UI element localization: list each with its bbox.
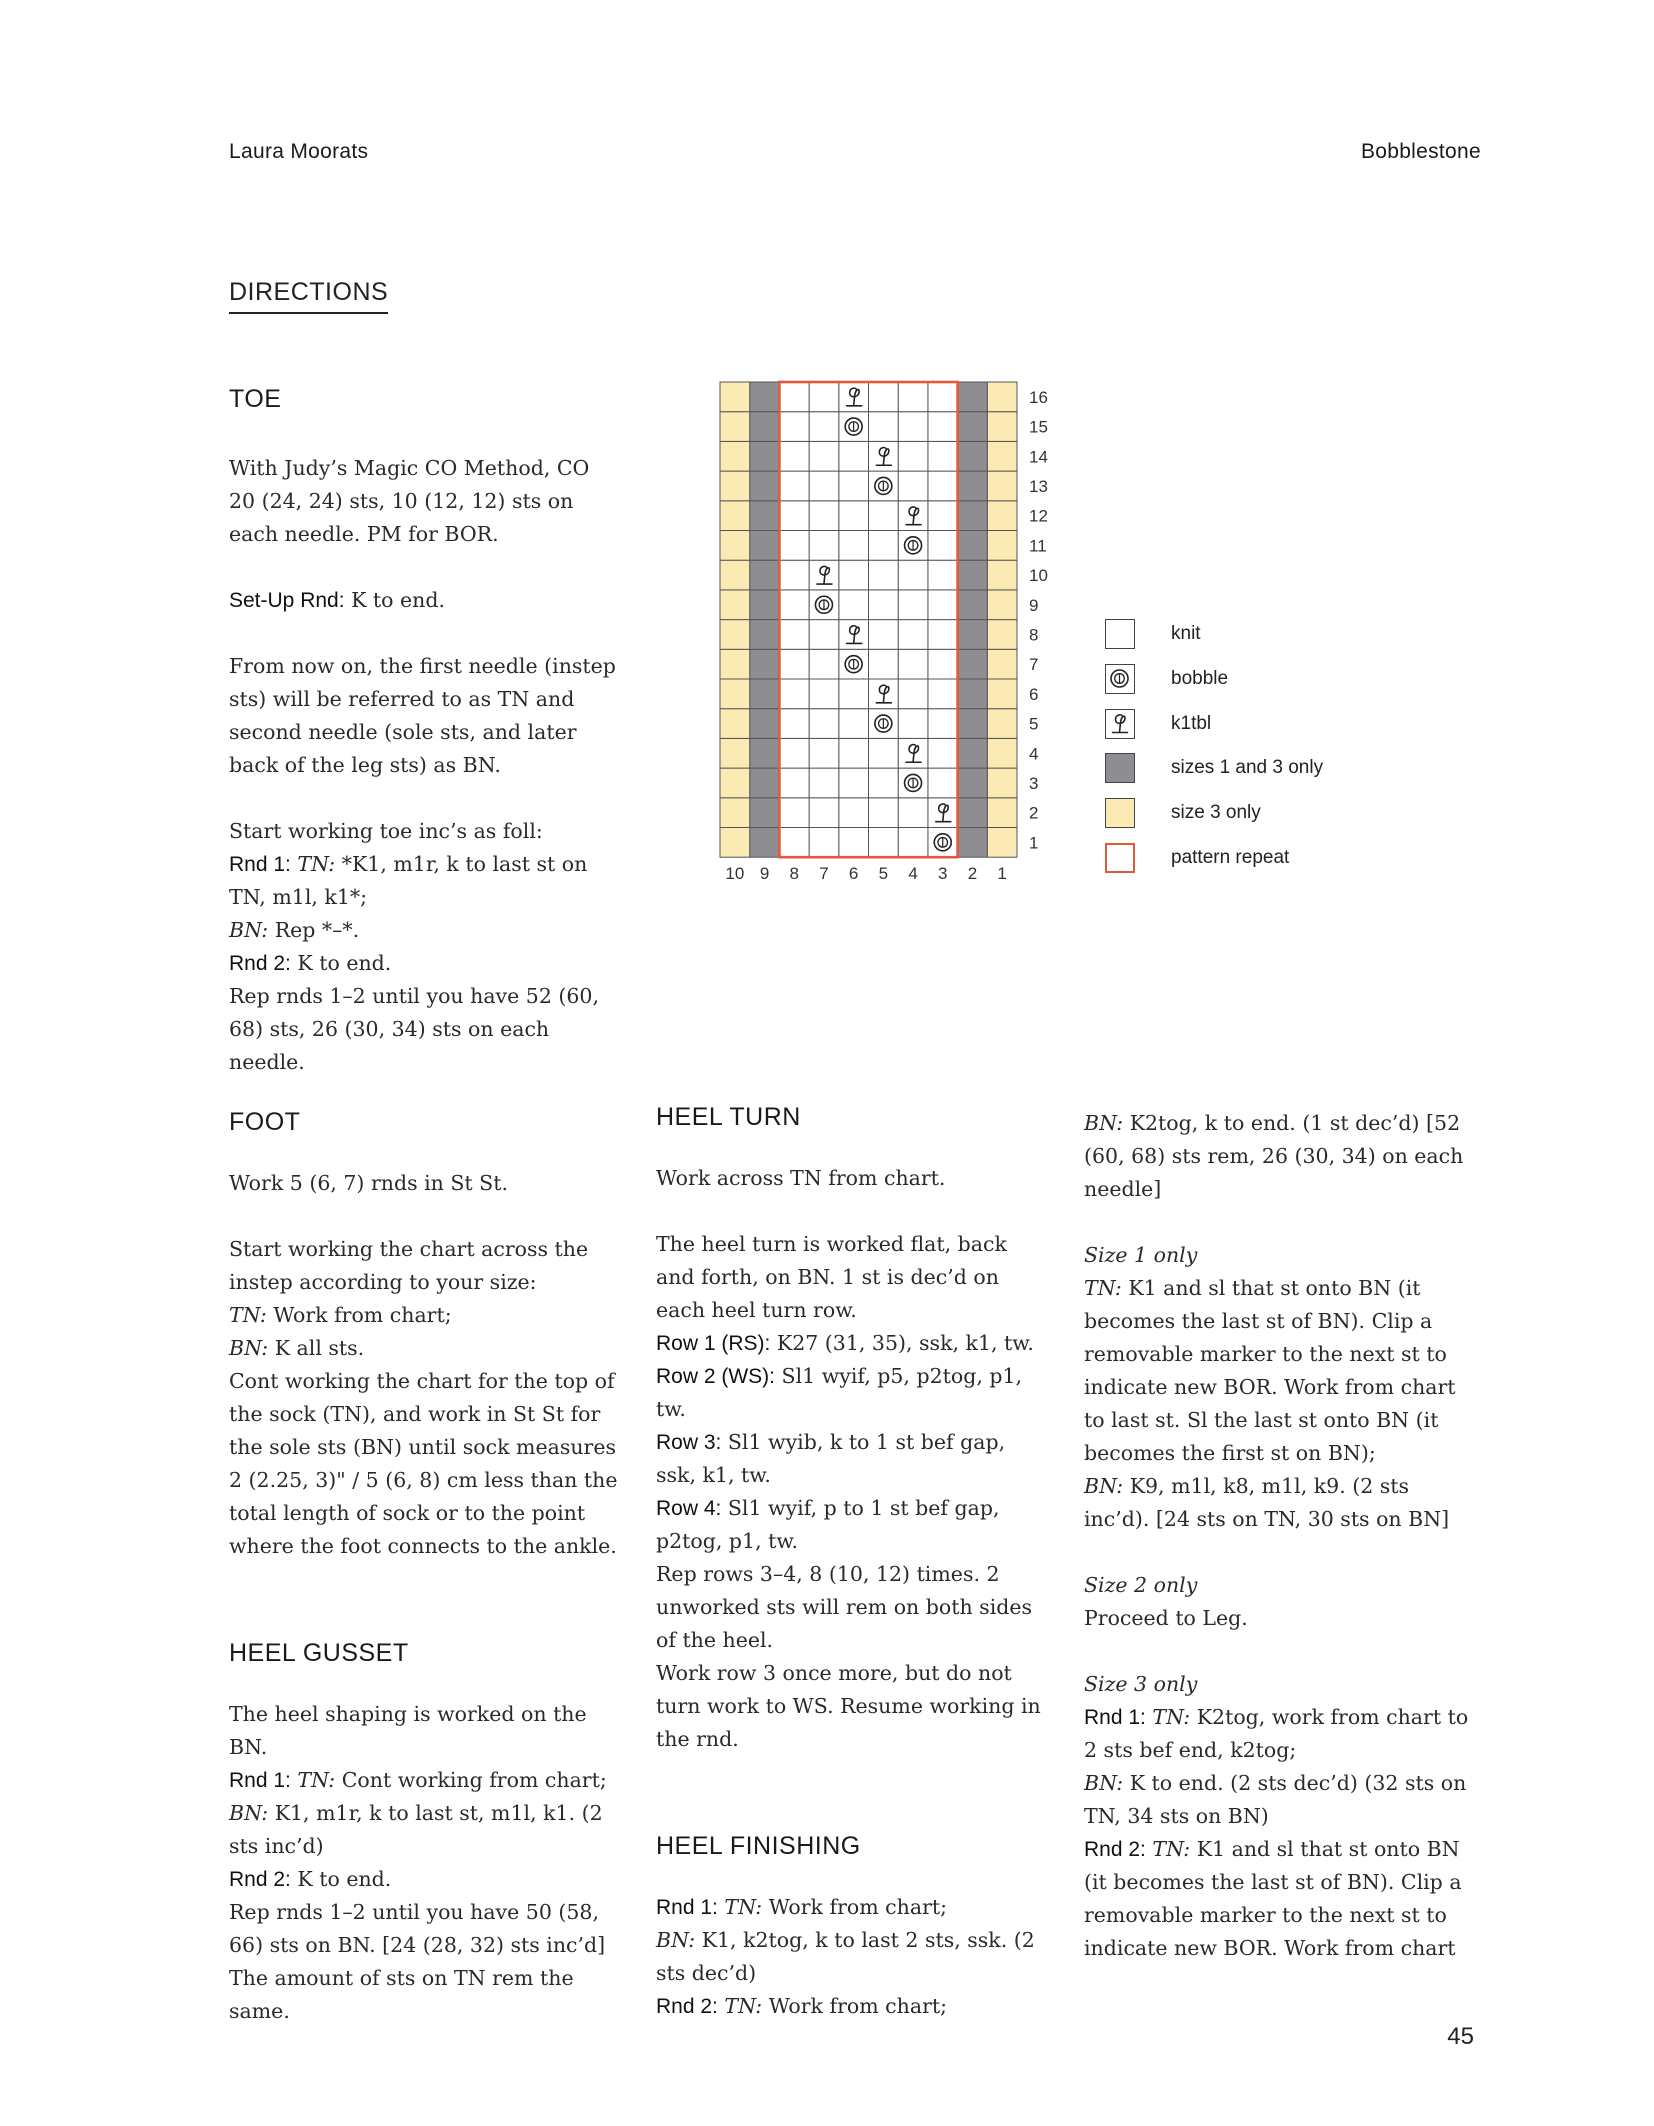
column-number-label: 3 (938, 864, 948, 884)
chart-cell (869, 828, 899, 858)
heel-finishing-heading: HEEL FINISHING (656, 1832, 861, 1860)
gusset-bn-text: K1, m1r, k to last st, m1l, k1. (2 sts inc’d) (229, 1801, 603, 1858)
chart-cell (779, 798, 809, 828)
tn-label: TN: (229, 1303, 267, 1327)
chart-cell (720, 709, 750, 739)
finishing-bn-text: K1, k2tog, k to last 2 sts, ssk. (2 sts dec’d) (656, 1928, 1035, 1985)
rnd1-label: Rnd 1: (229, 1769, 291, 1792)
finishing-rnd1-text: Work from chart; (762, 1895, 948, 1919)
k1tbl-swatch-icon (1105, 709, 1135, 739)
chart-cell (779, 382, 809, 412)
chart-cell (750, 828, 780, 858)
toe-section (229, 385, 621, 1079)
rnd2-label: Rnd 2: (229, 1868, 291, 1891)
column-number-label: 2 (967, 864, 978, 884)
chart-cell (958, 382, 988, 412)
row2-label: Row 2 (WS): (656, 1365, 776, 1388)
rnd2-label: Rnd 2: (656, 1995, 718, 2018)
rnd2-label: Rnd 2: (229, 952, 291, 975)
tn-label: TN: (1152, 1837, 1191, 1861)
size3-heading: Size 3 only (1084, 1672, 1198, 1696)
chart-cell (898, 828, 928, 858)
chart-cell (869, 649, 899, 679)
chart-cell (779, 768, 809, 798)
foot-section (229, 1108, 621, 2028)
chart-cell (839, 679, 869, 709)
chart-cell (720, 441, 750, 471)
size1-tn-text: K1 and sl that st onto BN (it becomes the last st of BN). Clip a removable marker to the next st to indicate new BOR. Work from chart to last st. Sl the last st onto BN (it becomes the first st on BN); (1084, 1276, 1456, 1465)
page-number: 45 (1447, 2023, 1474, 2050)
chart-cell (869, 590, 899, 620)
column-number-label: 5 (878, 864, 889, 884)
legend-item-k1tbl (1105, 707, 1212, 741)
size1-tn (1084, 1272, 1476, 1470)
legend-label: sizes 1 and 3 only (1171, 757, 1324, 779)
column-number-label: 6 (848, 864, 859, 884)
row-number-label: 8 (1029, 625, 1039, 645)
chart-cell (750, 382, 780, 412)
tn-label: TN: (1084, 1276, 1122, 1300)
heel-repeat: Rep rows 3–4, 8 (10, 12) times. 2 unworked sts will rem on both sides of the heel. (656, 1562, 1033, 1652)
chart-cell (898, 412, 928, 442)
chart-cell (720, 738, 750, 768)
chart-cell (958, 441, 988, 471)
toe-setup-round (229, 584, 621, 617)
chart-cell (779, 471, 809, 501)
size3-rnd1-bn-text: K to end. (2 sts dec’d) (32 sts on TN, 34 sts on BN) (1084, 1771, 1467, 1828)
chart-cell (898, 649, 928, 679)
chart-cell (928, 679, 958, 709)
foot-heading: FOOT (229, 1108, 301, 1136)
chart-cell (839, 798, 869, 828)
chart-cell (928, 531, 958, 561)
chart-cell (809, 709, 839, 739)
setup-text: K to end. (344, 588, 445, 612)
chart-cell (839, 471, 869, 501)
chart-cell (750, 709, 780, 739)
chart-cell (928, 471, 958, 501)
column-number-label: 4 (908, 864, 918, 884)
chart-cell (987, 709, 1017, 739)
foot-tn-text: Work from chart; (266, 1303, 452, 1327)
chart-cell (720, 412, 750, 442)
finishing-rnd2 (656, 1990, 1048, 2023)
chart-cell (958, 768, 988, 798)
chart-cell (750, 768, 780, 798)
finishing-bn (656, 1924, 1048, 1990)
stitch-chart (700, 370, 1100, 890)
size1-bn (1084, 1470, 1476, 1536)
column-number-label: 8 (789, 864, 799, 884)
chart-cell (720, 531, 750, 561)
chart-cell (928, 412, 958, 442)
bn-label: BN: (1084, 1771, 1124, 1795)
chart-cell (750, 649, 780, 679)
chart-cell (898, 590, 928, 620)
chart-cell (809, 501, 839, 531)
running-header-title: Bobblestone (1360, 140, 1481, 163)
toe-heading: TOE (229, 385, 282, 413)
chart-cell (779, 560, 809, 590)
size1-bn-text: K9, m1l, k8, m1l, k9. (2 sts inc’d). [24 sts on TN, 30 sts on BN] (1084, 1474, 1450, 1531)
sizes13-swatch-icon (1105, 753, 1135, 783)
size3-rnd1-bn (1084, 1767, 1476, 1833)
tn-label: TN: (724, 1895, 763, 1919)
toe-rnd2 (229, 947, 621, 980)
chart-cell (987, 382, 1017, 412)
chart-cell (809, 531, 839, 561)
row-number-label: 14 (1029, 447, 1048, 467)
row-number-label: 1 (1029, 833, 1039, 853)
running-header-author: Laura Moorats (229, 140, 369, 163)
legend-label: size 3 only (1171, 802, 1261, 824)
chart-cell (987, 501, 1017, 531)
row4-text: Sl1 wyif, p to 1 st bef gap, p2tog, p1, tw. (656, 1496, 1000, 1553)
toe-repeat: Rep rnds 1–2 until you have 52 (60, 68) sts, 26 (30, 34) sts on each needle. (229, 984, 599, 1074)
gusset-intro: The heel shaping is worked on the BN. (229, 1702, 587, 1759)
legend-item-sizes13 (1105, 751, 1324, 785)
gusset-rnd1 (229, 1764, 621, 1797)
heel-row4 (656, 1492, 1048, 1558)
chart-cell (898, 709, 928, 739)
chart-cell (898, 471, 928, 501)
chart-cell (779, 709, 809, 739)
chart-cell (987, 768, 1017, 798)
heel-row2 (656, 1360, 1048, 1426)
finishing-rnd2-text: Work from chart; (762, 1994, 948, 2018)
heel-turn-intro: Work across TN from chart. (656, 1166, 946, 1190)
chart-cell (869, 768, 899, 798)
chart-cell (779, 590, 809, 620)
chart-cell (958, 738, 988, 768)
chart-cell (720, 382, 750, 412)
chart-cell (779, 679, 809, 709)
tn-label: TN: (1152, 1705, 1191, 1729)
chart-cell (779, 620, 809, 650)
chart-cell (898, 441, 928, 471)
foot-bn (229, 1332, 621, 1365)
chart-cell (928, 738, 958, 768)
chart-cell (898, 560, 928, 590)
tn-label: TN: (297, 1768, 336, 1792)
rnd1-text: *K1, m1r, k to last st on TN, m1l, k1*; (229, 852, 588, 909)
chart-cell (750, 620, 780, 650)
row-number-label: 6 (1029, 684, 1039, 704)
chart-cell (987, 679, 1017, 709)
chart-cell (898, 679, 928, 709)
chart-cell (958, 412, 988, 442)
chart-cell (750, 738, 780, 768)
rnd1-label: Rnd 1: (656, 1896, 718, 1919)
foot-chart-intro: Start working the chart across the instep according to your size: (229, 1237, 589, 1294)
chart-cell (958, 590, 988, 620)
chart-cell (809, 679, 839, 709)
bn-label: BN: (1084, 1474, 1124, 1498)
chart-cell (809, 412, 839, 442)
chart-cell (839, 441, 869, 471)
toe-needle-note: From now on, the first needle (instep sts) will be referred to as TN and second needle (sole sts, and later back of the leg sts) as BN. (229, 654, 616, 777)
gusset-bn (229, 1797, 621, 1863)
chart-cell (987, 471, 1017, 501)
row-number-label: 15 (1029, 417, 1048, 437)
row3-text: Sl1 wyib, k to 1 st bef gap, ssk, k1, tw. (656, 1430, 1006, 1487)
chart-cell (987, 738, 1017, 768)
row-number-label: 13 (1029, 476, 1048, 496)
chart-cell (928, 649, 958, 679)
chart-cell (958, 501, 988, 531)
chart-cell (750, 441, 780, 471)
foot-bn-text: K all sts. (268, 1336, 365, 1360)
chart-cell (809, 798, 839, 828)
chart-cell (839, 709, 869, 739)
chart-cell (839, 828, 869, 858)
chart-cell (839, 531, 869, 561)
chart-cell (809, 620, 839, 650)
chart-cell (928, 768, 958, 798)
chart-cell (809, 738, 839, 768)
bobble-swatch-icon (1105, 664, 1135, 694)
bn-label: BN: (229, 1336, 269, 1360)
chart-cell (779, 649, 809, 679)
chart-cell (869, 412, 899, 442)
chart-cell (750, 471, 780, 501)
size3-swatch-icon (1105, 798, 1135, 828)
legend-item-knit (1105, 617, 1201, 651)
heel-row3 (656, 1426, 1048, 1492)
row-number-label: 9 (1029, 595, 1039, 615)
legend-item-repeat (1105, 841, 1290, 875)
bn-label: BN: (229, 1801, 269, 1825)
chart-cell (750, 560, 780, 590)
foot-tn (229, 1299, 621, 1332)
row3-label: Row 3: (656, 1431, 722, 1454)
tn-label: TN: (297, 852, 336, 876)
chart-cell (958, 531, 988, 561)
chart-cell (869, 382, 899, 412)
chart-cell (987, 649, 1017, 679)
size3-rnd1 (1084, 1701, 1476, 1767)
chart-cell (987, 828, 1017, 858)
chart-cell (928, 501, 958, 531)
toe-rnd1 (229, 848, 621, 914)
row-number-label: 16 (1029, 387, 1048, 407)
chart-cell (720, 649, 750, 679)
column-number-label: 7 (819, 864, 829, 884)
column-number-label: 9 (759, 864, 770, 884)
size1-heading: Size 1 only (1084, 1243, 1198, 1267)
chart-cell (779, 531, 809, 561)
legend-item-bobble (1105, 662, 1229, 696)
column-number-label: 1 (997, 864, 1007, 884)
rnd2-text: K to end. (290, 951, 392, 975)
row1-text: K27 (31, 35), ssk, k1, tw. (770, 1331, 1034, 1355)
chart-cell (987, 412, 1017, 442)
chart-cell (809, 382, 839, 412)
gusset-rnd1-text: Cont working from chart; (335, 1768, 607, 1792)
row-number-label: 11 (1029, 536, 1047, 556)
row-number-label: 10 (1029, 566, 1048, 586)
chart-cell (720, 560, 750, 590)
gusset-repeat: Rep rnds 1–2 until you have 50 (58, 66) sts on BN. [24 (28, 32) sts inc’d] (229, 1900, 606, 1957)
repeat-swatch-icon (1105, 843, 1135, 873)
chart-cell (720, 590, 750, 620)
row-number-label: 5 (1029, 714, 1039, 734)
gusset-rnd2-text: K to end. (290, 1867, 392, 1891)
size3-rnd2-text: K1 and sl that st onto BN (it becomes the last st of BN). Clip a removable marker to the next st to indicate new BOR. Work from chart (1084, 1837, 1462, 1960)
legend-label: k1tbl (1171, 712, 1212, 734)
chart-cell (779, 441, 809, 471)
chart-cell (809, 649, 839, 679)
chart-cell (958, 649, 988, 679)
chart-cell (958, 620, 988, 650)
size3-rnd1-text: K2tog, work from chart to 2 sts bef end, k2tog; (1084, 1705, 1469, 1762)
chart-cell (928, 441, 958, 471)
chart-cell (750, 798, 780, 828)
heel-row3-again: Work row 3 once more, but do not turn work to WS. Resume working in the rnd. (656, 1661, 1041, 1751)
chart-cell (928, 709, 958, 739)
chart-cell (958, 828, 988, 858)
chart-cell (928, 560, 958, 590)
row-number-label: 4 (1029, 744, 1039, 764)
chart-cell (898, 798, 928, 828)
chart-cell (750, 590, 780, 620)
chart-cell (839, 768, 869, 798)
chart-cell (869, 560, 899, 590)
chart-cell (809, 441, 839, 471)
size3-rnd2 (1084, 1833, 1476, 1965)
chart-cell (809, 768, 839, 798)
row4-label: Row 4: (656, 1497, 722, 1520)
tn-label: TN: (724, 1994, 763, 2018)
gusset-heading: HEEL GUSSET (229, 1639, 409, 1667)
chart-cell (987, 531, 1017, 561)
bn-label: BN: (656, 1928, 696, 1952)
chart-cell (809, 828, 839, 858)
chart-cell (987, 560, 1017, 590)
col3-bn (1084, 1107, 1476, 1206)
rnd1-label: Rnd 1: (1084, 1706, 1146, 1729)
chart-cell (720, 828, 750, 858)
chart-cell (987, 620, 1017, 650)
chart-cell (958, 709, 988, 739)
toe-cast-on: With Judy’s Magic CO Method, CO 20 (24, 24) sts, 10 (12, 12) sts on each needle. PM for BOR. (229, 456, 590, 546)
chart-cell (928, 382, 958, 412)
heel-turn-section (656, 1103, 1048, 2023)
chart-cell (958, 471, 988, 501)
toe-inc-intro: Start working toe inc’s as foll: (229, 819, 543, 843)
chart-cell (987, 590, 1017, 620)
chart-cell (958, 798, 988, 828)
directions-heading: DIRECTIONS (229, 278, 388, 314)
chart-cell (720, 471, 750, 501)
size2-heading: Size 2 only (1084, 1573, 1198, 1597)
chart-cell (779, 738, 809, 768)
heel-turn-heading: HEEL TURN (656, 1103, 801, 1131)
chart-cell (987, 798, 1017, 828)
bn-label: BN: (1084, 1111, 1124, 1135)
chart-cell (750, 501, 780, 531)
chart-cell (839, 560, 869, 590)
toe-rnd1-bn (229, 914, 621, 947)
size-specific-section (1084, 1107, 1476, 1965)
chart-cell (987, 441, 1017, 471)
chart-cell (898, 382, 928, 412)
knit-swatch-icon (1105, 619, 1135, 649)
row-number-label: 12 (1029, 506, 1048, 526)
chart-cell (928, 590, 958, 620)
chart-cell (869, 531, 899, 561)
foot-st-st: Work 5 (6, 7) rnds in St St. (229, 1171, 508, 1195)
chart-cell (869, 798, 899, 828)
chart-cell (750, 412, 780, 442)
chart-cell (779, 501, 809, 531)
heel-turn-flat: The heel turn is worked flat, back and forth, on BN. 1 st is dec’d on each heel turn row. (656, 1232, 1007, 1322)
foot-continue: Cont working the chart for the top of the sock (TN), and work in St St for the sole sts (BN) until sock measures 2 (2.25, 3)" / 5 (6, 8) cm less than the total length of sock or to the point where the foot connects to the ankle. (229, 1369, 618, 1558)
chart-legend (1105, 617, 1405, 877)
row1-label: Row 1 (RS): (656, 1332, 771, 1355)
row-number-label: 7 (1029, 655, 1039, 675)
rnd2-label: Rnd 2: (1084, 1838, 1146, 1861)
legend-label: bobble (1171, 667, 1229, 689)
chart-cell (958, 560, 988, 590)
size2-text: Proceed to Leg. (1084, 1606, 1248, 1630)
col3-bn-text: K2tog, k to end. (1 st dec’d) [52 (60, 68) sts rem, 26 (30, 34) on each needle] (1084, 1111, 1464, 1201)
chart-cell (928, 620, 958, 650)
finishing-rnd1 (656, 1891, 1048, 1924)
chart-cell (958, 679, 988, 709)
setup-label: Set-Up Rnd: (229, 589, 345, 612)
chart-cell (898, 620, 928, 650)
row-number-label: 2 (1029, 803, 1039, 823)
chart-cell (869, 620, 899, 650)
chart-cell (839, 501, 869, 531)
chart-cell (869, 738, 899, 768)
chart-cell (720, 798, 750, 828)
chart-cell (779, 828, 809, 858)
bn-label: BN: (229, 918, 269, 942)
chart-cell (839, 590, 869, 620)
chart-cell (839, 738, 869, 768)
directions-heading-wrap (229, 278, 388, 314)
chart-cell (750, 679, 780, 709)
rnd1-label: Rnd 1: (229, 853, 291, 876)
legend-item-size3 (1105, 796, 1261, 830)
chart-cell (720, 501, 750, 531)
chart-cell (809, 471, 839, 501)
chart-cell (720, 679, 750, 709)
gusset-rnd2 (229, 1863, 621, 1896)
chart-cell (720, 620, 750, 650)
gusset-tn-note: The amount of sts on TN rem the same. (229, 1966, 574, 2023)
chart-cell (869, 501, 899, 531)
chart-cell (720, 768, 750, 798)
legend-label: pattern repeat (1171, 847, 1290, 868)
heel-row1 (656, 1327, 1048, 1360)
column-number-label: 10 (725, 864, 745, 884)
chart-cell (779, 412, 809, 442)
row-number-label: 3 (1029, 773, 1039, 793)
rnd1-bn-text: Rep *–*. (268, 918, 360, 942)
row2-text: Sl1 wyif, p5, p2tog, p1, tw. (656, 1364, 1023, 1421)
chart-cell (750, 531, 780, 561)
legend-label: knit (1171, 623, 1201, 644)
